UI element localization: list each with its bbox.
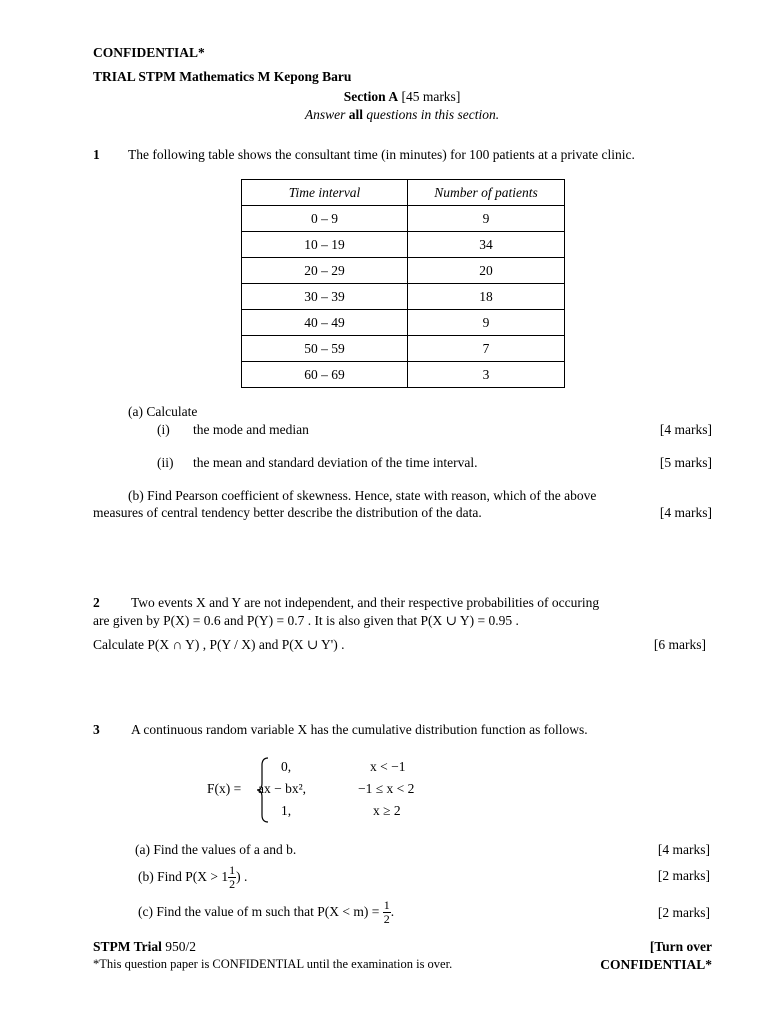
- q3b-frac-den: 2: [229, 876, 236, 891]
- instruction-post: questions in this section.: [366, 107, 500, 122]
- table-cell-count: 9: [408, 206, 565, 232]
- table-cell-count: 9: [408, 310, 565, 336]
- q1a-text: Calculate: [146, 404, 198, 419]
- q2-line2: are given by P(X) = 0.6 and P(Y) = 0.7 . It is also given that P(X ∪ Y) = 0.95 .: [93, 613, 519, 628]
- table-cell-interval: 50 – 59: [242, 336, 408, 362]
- q1ai-text: the mode and median: [193, 422, 309, 437]
- section-heading: [0, 89, 768, 105]
- footer-code-rest: 950/2: [161, 939, 197, 954]
- q3a-line: [135, 842, 296, 858]
- q1aii-label: (ii): [157, 455, 174, 470]
- q1b-text-line2: measures of central tendency better describe the distribution of the data.: [93, 505, 482, 520]
- q3c-frac-num: 1: [383, 897, 390, 912]
- q3b-label: (b): [138, 869, 154, 884]
- footer-confidential: CONFIDENTIAL*: [600, 957, 712, 972]
- table-header-patients: Number of patients: [408, 180, 565, 206]
- q1aii-marks: [5 marks]: [659, 455, 712, 470]
- q3-text: A continuous random variable X has the cumulative distribution function as follows.: [131, 722, 588, 737]
- q1a-label: (a): [128, 404, 143, 419]
- q1b-marks: [4 marks]: [659, 505, 712, 520]
- instruction-bold: all: [348, 107, 363, 122]
- case-condition-3: x ≥ 2: [373, 803, 401, 818]
- q1ai-label: (i): [157, 422, 170, 437]
- q3b-fraction: [228, 864, 236, 891]
- table-cell-interval: 40 – 49: [242, 310, 408, 336]
- cdf-label: F(x) =: [207, 781, 242, 796]
- q1aii-text: the mean and standard deviation of the time interval.: [193, 455, 478, 470]
- confidential-label: CONFIDENTIAL*: [93, 45, 205, 60]
- q3b-marks: [2 marks]: [657, 868, 710, 883]
- table-cell-interval: 30 – 39: [242, 284, 408, 310]
- table-row: [242, 310, 565, 336]
- table-row: [242, 362, 565, 388]
- q1ai-marks: [4 marks]: [659, 422, 712, 437]
- table-cell-interval: 10 – 19: [242, 232, 408, 258]
- q3b-text: Find P(X > 1: [157, 869, 229, 884]
- q3a-marks: [4 marks]: [657, 842, 710, 857]
- table-header-row: [242, 180, 565, 206]
- frequency-table: [241, 179, 565, 388]
- table-cell-count: 18: [408, 284, 565, 310]
- table-cell-count: 3: [408, 362, 565, 388]
- q3-number: 3: [93, 722, 100, 737]
- table-row: [242, 232, 565, 258]
- footer-note: *This question paper is CONFIDENTIAL until the examination is over.: [93, 957, 453, 971]
- q3c-line: [138, 895, 394, 929]
- q3c-text: Find the value of m such that P(X < m) =: [156, 904, 380, 919]
- table-cell-count: 7: [408, 336, 565, 362]
- section-label: Section A: [343, 89, 399, 104]
- q1a-line: [128, 404, 197, 420]
- q2-number: 2: [93, 595, 100, 610]
- section-instruction: [0, 107, 768, 123]
- q1-number: 1: [93, 147, 100, 162]
- q3b-line: [138, 860, 247, 894]
- table-row: [242, 258, 565, 284]
- table-cell-interval: 20 – 29: [242, 258, 408, 284]
- table-cell-interval: 60 – 69: [242, 362, 408, 388]
- paper-title: TRIAL STPM Mathematics M Kepong Baru: [93, 69, 352, 84]
- case-value-3: 1,: [281, 803, 292, 818]
- footer-code: [93, 939, 196, 955]
- table-row: [242, 206, 565, 232]
- q3c-fraction: [383, 899, 391, 926]
- q1b-text-line1: Find Pearson coefficient of skewness. Hence, state with reason, which of the above: [147, 488, 597, 503]
- q1b-label: (b): [128, 488, 144, 503]
- table-cell-interval: 0 – 9: [242, 206, 408, 232]
- footer-turn-over: [Turn over: [649, 939, 712, 954]
- table-row: [242, 284, 565, 310]
- q2-marks: [6 marks]: [653, 637, 706, 652]
- q3a-text: Find the values of a and b.: [153, 842, 297, 857]
- section-marks: [45 marks]: [401, 89, 461, 104]
- table-row: [242, 336, 565, 362]
- q3c-label: (c): [138, 904, 153, 919]
- table-cell-count: 34: [408, 232, 565, 258]
- table-header-time: Time interval: [242, 180, 408, 206]
- case-condition-1: x < −1: [370, 759, 406, 774]
- q1b-line1: [128, 488, 713, 504]
- q3b-text-end: ) .: [236, 869, 248, 884]
- footer-code-bold: STPM Trial: [93, 939, 162, 954]
- q3c-text-end: .: [390, 904, 395, 919]
- case-value-2: ax − bx²,: [258, 781, 307, 796]
- q3a-label: (a): [135, 842, 150, 857]
- q3c-marks: [2 marks]: [657, 905, 710, 920]
- table-cell-count: 20: [408, 258, 565, 284]
- q3b-frac-num: 1: [229, 862, 236, 877]
- case-condition-2: −1 ≤ x < 2: [358, 781, 415, 796]
- case-value-1: 0,: [281, 759, 292, 774]
- q2-line1: Two events X and Y are not independent, and their respective probabilities of occuring: [131, 595, 600, 610]
- q3c-frac-den: 2: [383, 911, 390, 926]
- instruction-pre: Answer: [304, 107, 346, 122]
- q2-line3: Calculate P(X ∩ Y) , P(Y / X) and P(X ∪ Y') .: [93, 637, 345, 652]
- q1-text: The following table shows the consultant time (in minutes) for 100 patients at a private clinic.: [128, 147, 635, 162]
